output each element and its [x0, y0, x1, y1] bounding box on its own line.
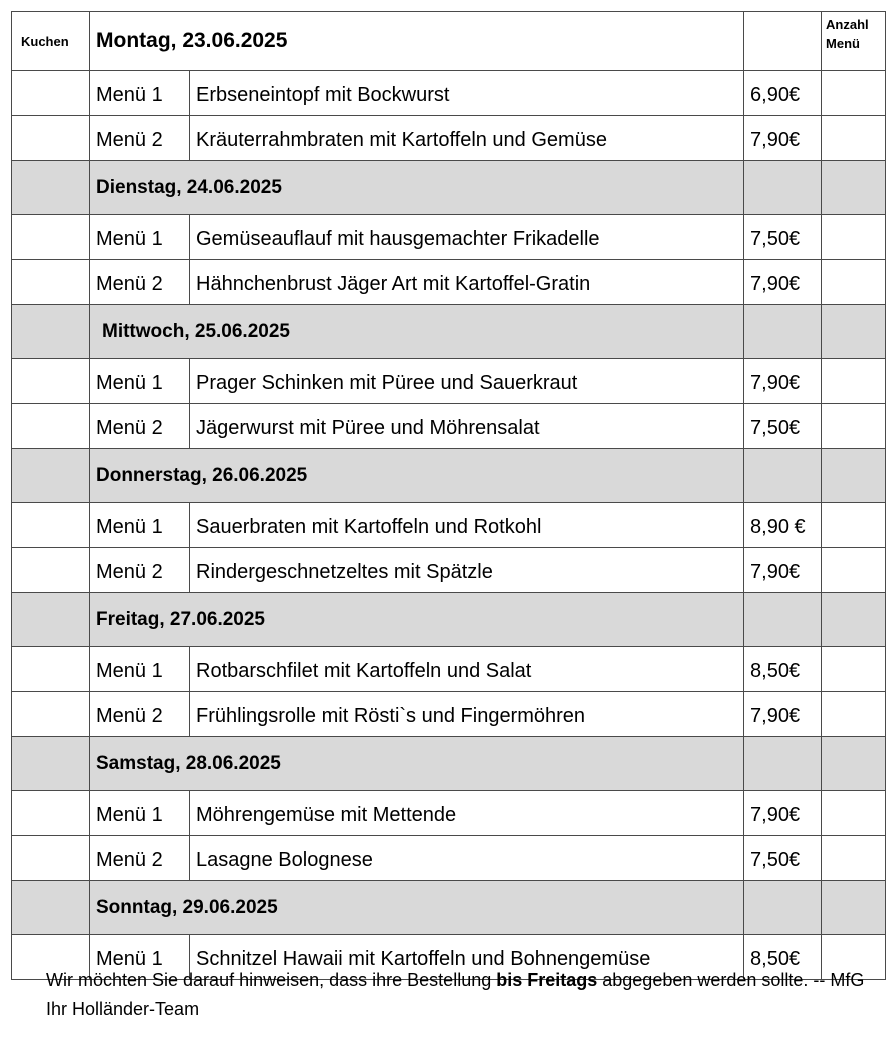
menu-label: Menü 2	[90, 116, 190, 161]
price: 7,90€	[744, 548, 822, 593]
menu-row	[12, 71, 886, 116]
price: 7,90€	[744, 260, 822, 305]
dish-name: Lasagne Bolognese	[190, 836, 744, 881]
quantity-cell[interactable]	[822, 260, 886, 305]
day-header-row	[12, 161, 886, 215]
menu-label: Menü 1	[90, 71, 190, 116]
menu-count-label: Menü	[826, 36, 860, 51]
day-title: Sonntag, 29.06.2025	[90, 881, 744, 935]
day-header-row	[12, 305, 886, 359]
quantity-cell[interactable]	[822, 215, 886, 260]
price: 6,90€	[744, 71, 822, 116]
menu-row	[12, 503, 886, 548]
quantity-cell[interactable]	[822, 503, 886, 548]
price-header-cell	[744, 449, 822, 503]
day-title: Montag, 23.06.2025	[90, 12, 744, 71]
quantity-cell[interactable]	[822, 116, 886, 161]
day-header-row	[12, 737, 886, 791]
dish-name: Frühlingsrolle mit Rösti`s und Fingermöhren	[190, 692, 744, 737]
dish-name: Hähnchenbrust Jäger Art mit Kartoffel-Gratin	[190, 260, 744, 305]
day-header-row	[12, 449, 886, 503]
quantity-header-cell	[822, 737, 886, 791]
kuchen-cell[interactable]	[12, 71, 90, 116]
menu-row	[12, 215, 886, 260]
day-header-row	[12, 881, 886, 935]
quantity-header-cell	[822, 593, 886, 647]
dish-name: Gemüseauflauf mit hausgemachter Frikadelle	[190, 215, 744, 260]
quantity-header-cell	[822, 881, 886, 935]
notice-deadline: bis Freitags	[496, 970, 598, 990]
menu-label: Menü 2	[90, 548, 190, 593]
dish-name: Kräuterrahmbraten mit Kartoffeln und Gemüse	[190, 116, 744, 161]
menu-row	[12, 836, 886, 881]
notice-text: Wir möchten Sie darauf hinweisen, dass ihre Bestellung	[46, 970, 497, 990]
dish-name: Rindergeschnetzeltes mit Spätzle	[190, 548, 744, 593]
menu-label: Menü 1	[90, 503, 190, 548]
price: 7,90€	[744, 791, 822, 836]
menu-label: Menü 1	[90, 215, 190, 260]
anzahl-header	[822, 12, 886, 71]
price: 8,90 €	[744, 503, 822, 548]
weekly-menu-table	[11, 11, 886, 980]
quantity-header-cell	[822, 305, 886, 359]
kuchen-cell[interactable]	[12, 116, 90, 161]
price: 8,50€	[744, 647, 822, 692]
quantity-header-cell	[822, 449, 886, 503]
quantity-cell[interactable]	[822, 836, 886, 881]
kuchen-cell[interactable]	[12, 647, 90, 692]
kuchen-cell	[12, 161, 90, 215]
kuchen-cell[interactable]	[12, 503, 90, 548]
dish-name: Sauerbraten mit Kartoffeln und Rotkohl	[190, 503, 744, 548]
dish-name: Jägerwurst mit Püree und Möhrensalat	[190, 404, 744, 449]
menu-row	[12, 116, 886, 161]
menu-label: Menü 2	[90, 836, 190, 881]
dish-name: Prager Schinken mit Püree und Sauerkraut	[190, 359, 744, 404]
price-header-cell	[744, 737, 822, 791]
kuchen-cell[interactable]	[12, 404, 90, 449]
price: 7,90€	[744, 692, 822, 737]
kuchen-cell[interactable]	[12, 791, 90, 836]
kuchen-cell[interactable]	[12, 692, 90, 737]
day-header-row	[12, 12, 886, 71]
quantity-cell[interactable]	[822, 404, 886, 449]
price-header-cell	[744, 881, 822, 935]
quantity-cell[interactable]	[822, 71, 886, 116]
price: 7,90€	[744, 359, 822, 404]
kuchen-cell	[12, 449, 90, 503]
menu-row	[12, 359, 886, 404]
kuchen-cell[interactable]	[12, 836, 90, 881]
kuchen-cell	[12, 305, 90, 359]
quantity-cell[interactable]	[822, 647, 886, 692]
kuchen-cell	[12, 593, 90, 647]
menu-row	[12, 791, 886, 836]
price: 7,50€	[744, 215, 822, 260]
menu-row	[12, 647, 886, 692]
quantity-cell[interactable]	[822, 791, 886, 836]
menu-row	[12, 692, 886, 737]
day-title: Samstag, 28.06.2025	[90, 737, 744, 791]
dish-name: Schnitzel Hawaii mit Kartoffeln und Bohnengemüse	[190, 935, 744, 980]
menu-label: Menü 1	[90, 359, 190, 404]
price: 7,50€	[744, 836, 822, 881]
menu-label: Menü 2	[90, 260, 190, 305]
menu-label: Menü 1	[90, 935, 190, 980]
menu-label: Menü 1	[90, 647, 190, 692]
quantity-cell[interactable]	[822, 692, 886, 737]
kuchen-cell[interactable]	[12, 359, 90, 404]
day-title: Dienstag, 24.06.2025	[90, 161, 744, 215]
price-header-cell	[744, 12, 822, 71]
quantity-cell[interactable]	[822, 359, 886, 404]
menu-row	[12, 260, 886, 305]
quantity-header-cell	[822, 161, 886, 215]
order-notice	[46, 966, 866, 1024]
price: 7,90€	[744, 116, 822, 161]
kuchen-cell[interactable]	[12, 548, 90, 593]
kuchen-cell[interactable]	[12, 215, 90, 260]
price: 7,50€	[744, 404, 822, 449]
menu-label: Menü 2	[90, 404, 190, 449]
menu-row	[12, 404, 886, 449]
kuchen-header: Kuchen	[12, 12, 90, 71]
kuchen-cell[interactable]	[12, 260, 90, 305]
day-header-row	[12, 593, 886, 647]
dish-name: Möhrengemüse mit Mettende	[190, 791, 744, 836]
quantity-cell[interactable]	[822, 548, 886, 593]
price-header-cell	[744, 305, 822, 359]
menu-label: Menü 1	[90, 791, 190, 836]
menu-label: Menü 2	[90, 692, 190, 737]
kuchen-cell	[12, 737, 90, 791]
day-title: Mittwoch, 25.06.2025	[90, 305, 744, 359]
day-title: Donnerstag, 26.06.2025	[90, 449, 744, 503]
dish-name: Rotbarschfilet mit Kartoffeln und Salat	[190, 647, 744, 692]
notice-text-end: abgegeben werden sollte. -- MfG Ihr Holländer-Team	[46, 970, 865, 1019]
day-title: Freitag, 27.06.2025	[90, 593, 744, 647]
dish-name: Erbseneintopf mit Bockwurst	[190, 71, 744, 116]
kuchen-cell	[12, 881, 90, 935]
anzahl-label: Anzahl	[826, 17, 869, 32]
price-header-cell	[744, 161, 822, 215]
menu-row	[12, 548, 886, 593]
price-header-cell	[744, 593, 822, 647]
price: 8,50€	[744, 935, 822, 980]
